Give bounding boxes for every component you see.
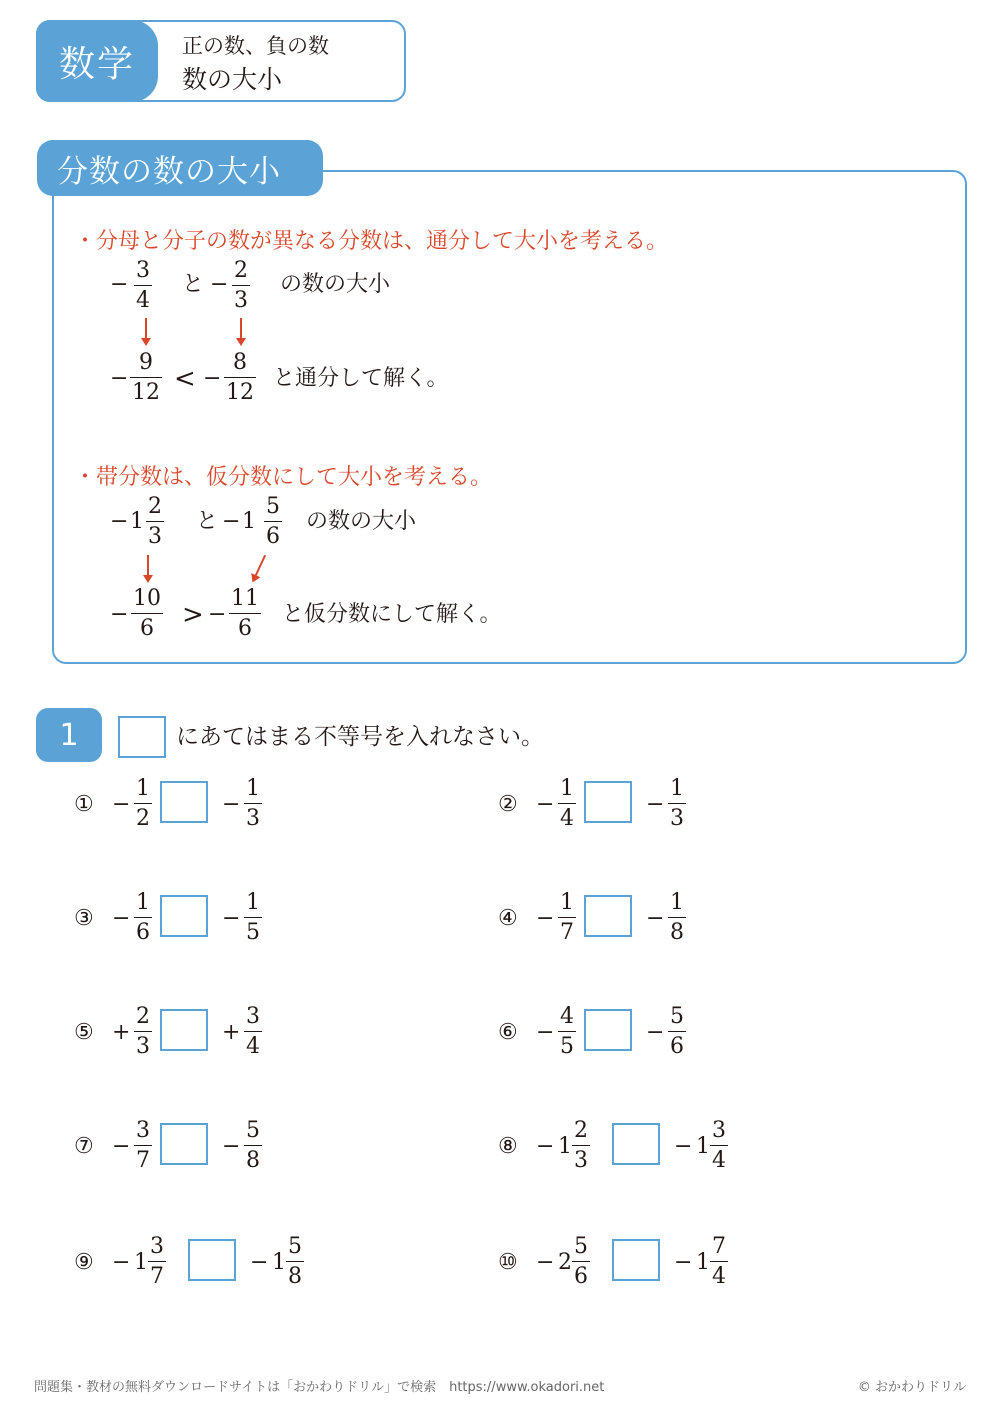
item-label: ⑥ xyxy=(498,1020,518,1045)
numerator: 1 xyxy=(136,890,150,915)
fraction xyxy=(244,1006,262,1058)
numerator: 1 xyxy=(560,890,574,915)
unit-title: 正の数、負の数 xyxy=(182,34,329,58)
numerator: 5 xyxy=(266,494,280,519)
sign: − xyxy=(536,792,555,817)
numerator: 8 xyxy=(233,350,247,375)
numerator: 5 xyxy=(246,1118,260,1143)
whole-number: 1 xyxy=(558,1134,572,1159)
denominator: 4 xyxy=(712,1148,726,1173)
sign: − xyxy=(536,1134,555,1159)
sign: − xyxy=(208,602,227,627)
comparison-operator: > xyxy=(182,600,204,630)
numerator: 9 xyxy=(139,350,153,375)
fraction xyxy=(229,588,261,640)
numerator: 11 xyxy=(231,586,259,611)
numerator: 3 xyxy=(150,1234,164,1259)
footer-copyright: © おかわりドリル xyxy=(857,1380,966,1395)
numerator: 4 xyxy=(560,1004,574,1029)
whole-number: 1 xyxy=(696,1250,710,1275)
sign: − xyxy=(222,792,241,817)
fraction xyxy=(244,892,262,944)
numerator: 1 xyxy=(246,890,260,915)
denominator: 8 xyxy=(670,920,684,945)
sign: − xyxy=(110,366,129,391)
whole-number: 1 xyxy=(696,1134,710,1159)
topic-title: 数の大小 xyxy=(182,65,283,94)
fraction xyxy=(264,496,282,548)
question-number: 1 xyxy=(36,708,102,762)
sign: − xyxy=(210,272,229,297)
denominator: 2 xyxy=(136,806,150,831)
numerator: 5 xyxy=(670,1004,684,1029)
fraction xyxy=(286,1236,304,1288)
whole-number: 1 xyxy=(242,509,256,534)
numerator: 1 xyxy=(670,890,684,915)
fraction xyxy=(668,892,686,944)
numerator: 2 xyxy=(574,1118,588,1143)
numerator: 2 xyxy=(234,258,248,283)
fraction xyxy=(710,1236,728,1288)
fraction xyxy=(244,1120,262,1172)
sign: − xyxy=(674,1134,693,1159)
subject-label: 数学 xyxy=(36,20,158,102)
sign: + xyxy=(222,1020,241,1045)
example-result: と通分して解く。 xyxy=(273,366,449,391)
numerator: 1 xyxy=(670,776,684,801)
fraction xyxy=(244,778,262,830)
comparison-operator: < xyxy=(174,364,196,394)
fraction xyxy=(572,1120,590,1172)
denominator: 3 xyxy=(234,288,248,313)
denominator: 4 xyxy=(136,288,150,313)
fraction xyxy=(134,260,152,312)
item-label: ⑨ xyxy=(74,1250,94,1275)
sign: − xyxy=(110,602,129,627)
denominator: 6 xyxy=(238,616,252,641)
whole-number: 1 xyxy=(130,509,144,534)
fraction xyxy=(668,1006,686,1058)
sign: − xyxy=(110,272,129,297)
numerator: 3 xyxy=(246,1004,260,1029)
example-suffix: の数の大小 xyxy=(306,509,417,534)
answer-box-sample xyxy=(118,716,166,758)
sign: − xyxy=(646,906,665,931)
conjunction: と xyxy=(196,509,219,534)
sign: − xyxy=(536,1250,555,1275)
denominator: 7 xyxy=(136,1148,150,1173)
denominator: 8 xyxy=(288,1264,302,1289)
rule-1: ・分母と分子の数が異なる分数は、通分して大小を考える。 xyxy=(74,229,669,254)
numerator: 1 xyxy=(136,776,150,801)
item-label: ⑧ xyxy=(498,1134,518,1159)
fraction xyxy=(558,778,576,830)
numerator: 3 xyxy=(136,258,150,283)
fraction xyxy=(134,892,152,944)
numerator: 1 xyxy=(560,776,574,801)
sign: − xyxy=(674,1250,693,1275)
answer-input-box[interactable] xyxy=(188,1239,236,1281)
whole-number: 1 xyxy=(272,1250,286,1275)
fraction xyxy=(232,260,250,312)
sign: − xyxy=(250,1250,269,1275)
item-label: ② xyxy=(498,792,518,817)
numerator: 7 xyxy=(712,1234,726,1259)
answer-input-box[interactable] xyxy=(160,895,208,937)
example-result: と仮分数にして解く。 xyxy=(282,602,502,627)
numerator: 2 xyxy=(136,1004,150,1029)
answer-input-box[interactable] xyxy=(612,1239,660,1281)
item-label: ⑤ xyxy=(74,1020,94,1045)
item-label: ⑩ xyxy=(498,1250,518,1275)
answer-input-box[interactable] xyxy=(584,895,632,937)
whole-number: 1 xyxy=(134,1250,148,1275)
conjunction: と xyxy=(182,272,205,297)
sign: − xyxy=(222,509,241,534)
denominator: 3 xyxy=(670,806,684,831)
denominator: 3 xyxy=(148,524,162,549)
arrow-down-icon xyxy=(147,555,149,577)
denominator: 7 xyxy=(560,920,574,945)
sign: − xyxy=(222,906,241,931)
arrow-down-icon xyxy=(145,318,147,340)
sign: − xyxy=(536,906,555,931)
answer-input-box[interactable] xyxy=(612,1123,660,1165)
denominator: 12 xyxy=(132,380,160,405)
sign: − xyxy=(203,366,222,391)
fraction xyxy=(131,588,163,640)
numerator: 3 xyxy=(712,1118,726,1143)
fraction xyxy=(224,352,256,404)
numerator: 1 xyxy=(246,776,260,801)
item-label: ③ xyxy=(74,906,94,931)
item-label: ⑦ xyxy=(74,1134,94,1159)
fraction xyxy=(710,1120,728,1172)
numerator: 5 xyxy=(574,1234,588,1259)
sign: − xyxy=(536,1020,555,1045)
denominator: 6 xyxy=(266,524,280,549)
denominator: 3 xyxy=(136,1034,150,1059)
fraction xyxy=(146,496,164,548)
sign: − xyxy=(112,906,131,931)
fraction xyxy=(134,1006,152,1058)
answer-input-box[interactable] xyxy=(584,781,632,823)
fraction xyxy=(134,778,152,830)
question-instruction: にあてはまる不等号を入れなさい。 xyxy=(176,724,544,750)
rule-2: ・帯分数は、仮分数にして大小を考える。 xyxy=(74,465,493,490)
sign: + xyxy=(112,1020,131,1045)
whole-number: 2 xyxy=(558,1250,572,1275)
fraction xyxy=(572,1236,590,1288)
sign: − xyxy=(112,1134,131,1159)
sign: − xyxy=(112,1250,131,1275)
denominator: 3 xyxy=(574,1148,588,1173)
denominator: 8 xyxy=(246,1148,260,1173)
fraction xyxy=(558,1006,576,1058)
fraction xyxy=(148,1236,166,1288)
fraction xyxy=(668,778,686,830)
denominator: 7 xyxy=(150,1264,164,1289)
denominator: 6 xyxy=(670,1034,684,1059)
denominator: 4 xyxy=(712,1264,726,1289)
fraction xyxy=(558,892,576,944)
numerator: 2 xyxy=(148,494,162,519)
answer-input-box[interactable] xyxy=(160,781,208,823)
denominator: 5 xyxy=(560,1034,574,1059)
numerator: 3 xyxy=(136,1118,150,1143)
item-label: ④ xyxy=(498,906,518,931)
answer-input-box[interactable] xyxy=(160,1009,208,1051)
item-label: ① xyxy=(74,792,94,817)
summary-title: 分数の数の大小 xyxy=(37,140,323,196)
denominator: 6 xyxy=(140,616,154,641)
fraction xyxy=(130,352,162,404)
numerator: 10 xyxy=(133,586,161,611)
fraction xyxy=(134,1120,152,1172)
sign: − xyxy=(222,1134,241,1159)
sign: − xyxy=(646,1020,665,1045)
answer-input-box[interactable] xyxy=(584,1009,632,1051)
answer-input-box[interactable] xyxy=(160,1123,208,1165)
numerator: 5 xyxy=(288,1234,302,1259)
denominator: 3 xyxy=(246,806,260,831)
denominator: 4 xyxy=(246,1034,260,1059)
denominator: 4 xyxy=(560,806,574,831)
denominator: 5 xyxy=(246,920,260,945)
sign: − xyxy=(112,792,131,817)
arrow-down-icon xyxy=(240,318,242,340)
denominator: 6 xyxy=(136,920,150,945)
sign: − xyxy=(646,792,665,817)
denominator: 6 xyxy=(574,1264,588,1289)
sign: − xyxy=(110,509,129,534)
example-suffix: の数の大小 xyxy=(280,272,391,297)
footer-text: 問題集・教材の無料ダウンロードサイトは「おかわりドリル」で検索 https://www.okadori.net xyxy=(34,1380,605,1395)
denominator: 12 xyxy=(226,380,254,405)
